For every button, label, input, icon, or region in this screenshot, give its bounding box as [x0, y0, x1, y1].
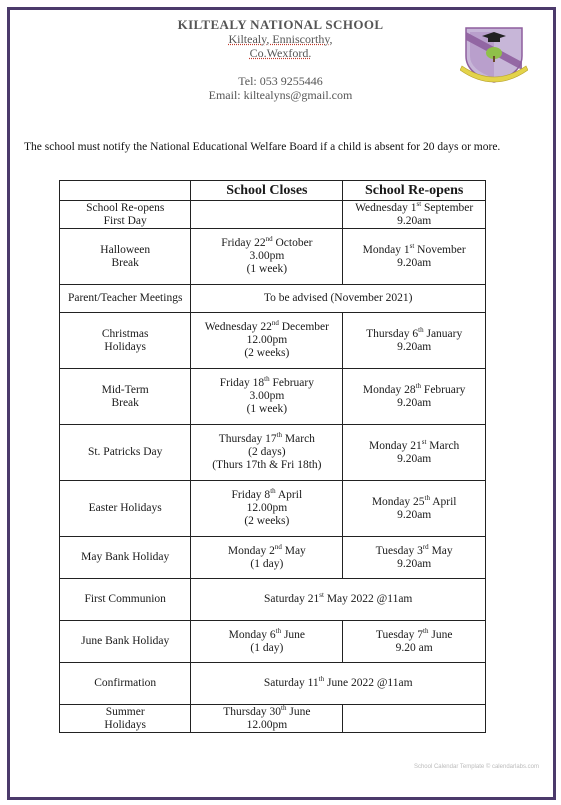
event-cell: Confirmation — [60, 663, 191, 705]
cell-text: Monday 1 — [362, 243, 410, 256]
table-row — [60, 229, 486, 285]
event-cell: Christmas Holidays — [60, 313, 191, 369]
table-row — [60, 285, 486, 313]
closes-cell — [191, 537, 343, 579]
cell-text: April 9.20am — [397, 495, 457, 521]
closes-cell — [191, 425, 343, 481]
table-row — [60, 481, 486, 537]
ordinal-suffix: st — [421, 437, 427, 446]
cell-text: May 9.20am — [397, 544, 453, 570]
reopens-cell — [343, 425, 486, 481]
event-cell: First Communion — [60, 579, 191, 621]
cell-text: Wednesday 1 — [355, 201, 417, 214]
ordinal-suffix: th — [270, 487, 276, 496]
cell-text: Monday 28 — [362, 383, 416, 396]
cell-text: Saturday 21 — [264, 593, 320, 605]
cell-text: March (2 days) (Thurs 17th & Fri 18th) — [212, 433, 322, 471]
address-line-2: Co.Wexford. — [249, 46, 312, 60]
table-row — [60, 369, 486, 425]
event-cell: St. Patricks Day — [60, 425, 191, 481]
cell-text: February 9.20am — [397, 383, 466, 409]
ordinal-suffix: th — [275, 626, 282, 635]
event-cell: Halloween Break — [60, 229, 191, 285]
cell-text: Monday 25 — [371, 495, 425, 508]
telephone: Tel: 053 9255446 — [238, 74, 323, 88]
cell-text: September 9.20am — [397, 201, 474, 227]
cell-text: May (1 day) — [250, 544, 306, 570]
ordinal-suffix: th — [424, 493, 430, 502]
event-cell: Parent/Teacher Meetings — [60, 285, 191, 313]
cell-text: Thursday 30 — [223, 705, 282, 718]
event-cell: May Bank Holiday — [60, 537, 191, 579]
closes-cell — [191, 621, 343, 663]
table-row — [60, 621, 486, 663]
cell-text: May 2022 @11am — [323, 593, 413, 605]
merged-date-cell: To be advised (November 2021) — [191, 285, 486, 313]
reopens-cell — [343, 201, 486, 229]
ordinal-suffix: nd — [271, 319, 279, 328]
cell-text: June 2022 @11am — [324, 677, 413, 689]
cell-text: Tuesday 3 — [375, 544, 423, 557]
school-crest-icon — [460, 22, 528, 86]
event-cell: Easter Holidays — [60, 481, 191, 537]
ordinal-suffix: st — [416, 199, 422, 208]
cell-text: April 12.00pm (2 weeks) — [244, 489, 303, 527]
event-cell: Mid-Term Break — [60, 369, 191, 425]
ordinal-suffix: nd — [274, 542, 282, 551]
cell-text: Tuesday 7 — [375, 628, 424, 641]
column-header-event — [60, 181, 191, 201]
table-row — [60, 425, 486, 481]
cell-text: Monday 21 — [369, 439, 422, 452]
ordinal-suffix: rd — [422, 542, 429, 551]
reopens-cell — [343, 229, 486, 285]
ordinal-suffix: th — [423, 626, 429, 635]
email: Email: kiltealyns@gmail.com — [208, 88, 353, 102]
closes-cell — [191, 705, 343, 733]
cell-text: June 12.00pm — [246, 705, 311, 731]
cell-text: Thursday 17 — [218, 433, 277, 445]
cell-text: Thursday 6 — [366, 327, 419, 340]
address-line-1: Kiltealy, Enniscorthy, — [228, 32, 333, 46]
column-header-school-closes: School Closes — [191, 181, 343, 201]
cell-text: February 3.00pm (1 week) — [246, 377, 314, 415]
reopens-cell — [343, 537, 486, 579]
cell-text: Saturday 11 — [263, 677, 319, 689]
cell-text: Wednesday 22 — [204, 321, 272, 333]
school-calendar-table — [59, 180, 486, 733]
ordinal-suffix: th — [418, 325, 424, 334]
closes-cell — [191, 369, 343, 425]
school-name: KILTEALY NATIONAL SCHOOL — [177, 17, 384, 32]
closes-cell — [191, 229, 343, 285]
ordinal-suffix: th — [281, 703, 287, 712]
cell-text: Monday 6 — [228, 628, 276, 641]
cell-text: October 3.00pm (1 week) — [246, 237, 313, 275]
cell-text: June 9.20 am — [395, 628, 453, 654]
cell-text: Friday 8 — [231, 489, 271, 501]
reopens-cell — [343, 369, 486, 425]
table-row — [60, 663, 486, 705]
table-header-row — [60, 181, 486, 201]
merged-date-cell — [191, 663, 486, 705]
closes-cell — [191, 481, 343, 537]
event-cell: Summer Holidays — [60, 705, 191, 733]
cell-text: Monday 2 — [227, 544, 275, 557]
column-header-school-reopens: School Re-opens — [343, 181, 486, 201]
reopens-cell — [343, 313, 486, 369]
cell-text: November 9.20am — [397, 243, 466, 269]
footer-credit: School Calendar Template © calendarlabs.com — [413, 764, 539, 770]
cell-text: January 9.20am — [397, 327, 463, 353]
cell-text: Friday 18 — [219, 377, 265, 389]
ordinal-suffix: st — [409, 241, 415, 250]
table-row — [60, 313, 486, 369]
event-cell: School Re-opens First Day — [60, 201, 191, 229]
cell-text: Friday 22 — [221, 237, 266, 249]
table-row — [60, 201, 486, 229]
reopens-cell — [343, 621, 486, 663]
table-row — [60, 705, 486, 733]
ordinal-suffix: th — [264, 375, 270, 384]
table-row — [60, 579, 486, 621]
reopens-cell — [343, 705, 486, 733]
cell-text: March 9.20am — [397, 439, 460, 465]
ordinal-suffix: th — [276, 431, 283, 440]
table-row — [60, 537, 486, 579]
ordinal-suffix: nd — [265, 235, 273, 244]
merged-date-cell — [191, 579, 486, 621]
ordinal-suffix: th — [415, 381, 422, 390]
closes-cell — [191, 313, 343, 369]
attendance-notice: The school must notify the National Educational Welfare Board if a child is absent for 20 days or more. — [24, 141, 501, 153]
cell-text: December 12.00pm (2 weeks) — [244, 321, 329, 359]
closes-cell — [191, 201, 343, 229]
ordinal-suffix: th — [318, 675, 325, 684]
reopens-cell — [343, 481, 486, 537]
ordinal-suffix: st — [319, 591, 324, 600]
cell-text: June (1 day) — [250, 628, 306, 654]
event-cell: June Bank Holiday — [60, 621, 191, 663]
